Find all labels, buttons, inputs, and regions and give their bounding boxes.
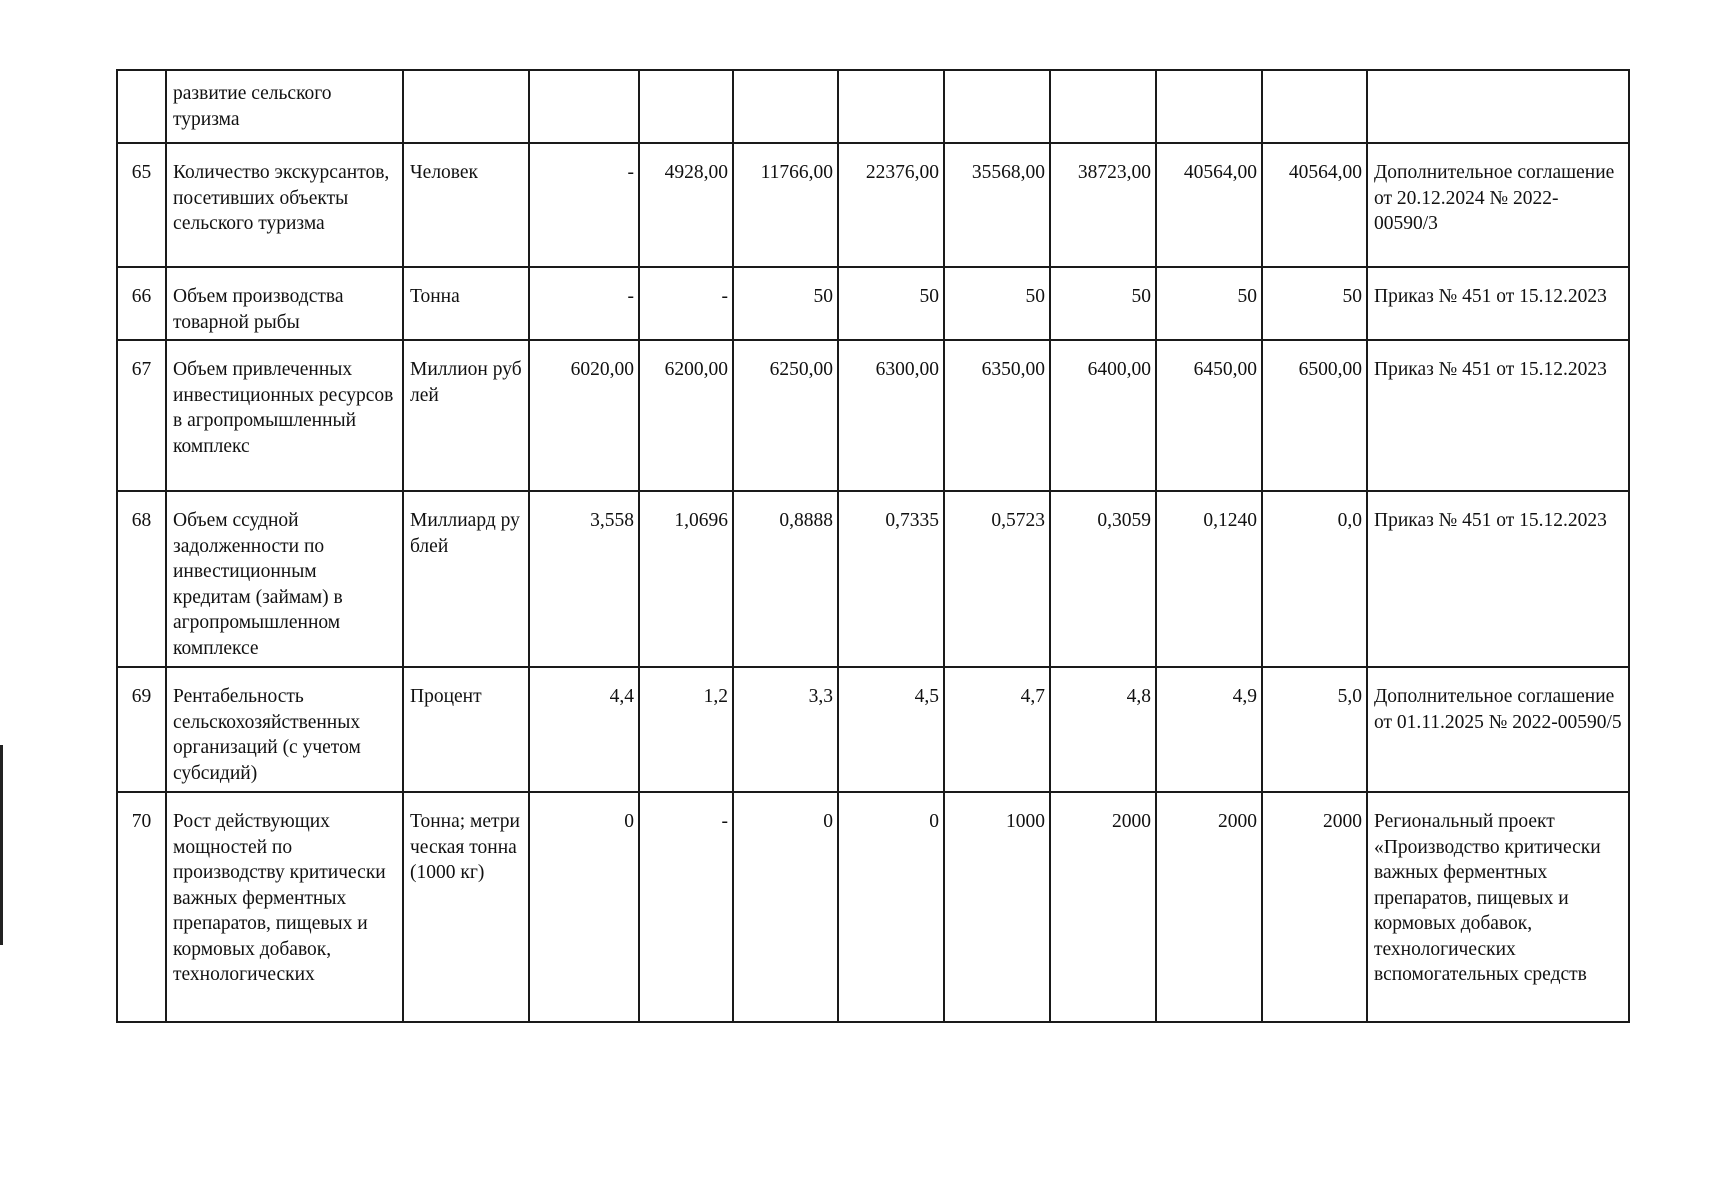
indicator-name: Рентабельность сельскохозяйственных организаций (с учетом субсидий): [166, 667, 403, 792]
value-cell: [838, 70, 944, 143]
value-cell: 6400,00: [1050, 340, 1156, 491]
value-cell: 50: [944, 267, 1050, 340]
value-cell: 1,2: [639, 667, 733, 792]
value-cell: 4,5: [838, 667, 944, 792]
value-cell: 50: [1050, 267, 1156, 340]
value-cell: 4928,00: [639, 143, 733, 267]
source-document: Приказ № 451 от 15.12.2023: [1367, 267, 1629, 340]
value-cell: -: [639, 267, 733, 340]
row-number: 70: [117, 792, 166, 1022]
value-cell: 0,7335: [838, 491, 944, 667]
value-cell: 0,5723: [944, 491, 1050, 667]
row-number: 65: [117, 143, 166, 267]
indicator-name: развитие сельского туризма: [166, 70, 403, 143]
value-cell: 2000: [1156, 792, 1262, 1022]
value-cell: 22376,00: [838, 143, 944, 267]
value-cell: 4,8: [1050, 667, 1156, 792]
value-cell: 0,3059: [1050, 491, 1156, 667]
value-cell: 50: [1262, 267, 1367, 340]
value-cell: 0: [733, 792, 838, 1022]
value-cell: 4,7: [944, 667, 1050, 792]
source-document: Приказ № 451 от 15.12.2023: [1367, 491, 1629, 667]
value-cell: 6500,00: [1262, 340, 1367, 491]
indicator-table: [116, 69, 1630, 1023]
value-cell: 6350,00: [944, 340, 1050, 491]
value-cell: -: [639, 792, 733, 1022]
source-document: Дополнительное соглашение от 20.12.2024 № 2022-00590/3: [1367, 143, 1629, 267]
value-cell: 0,0: [1262, 491, 1367, 667]
table-row: [117, 70, 1629, 143]
value-cell: 1,0696: [639, 491, 733, 667]
value-cell: 0: [838, 792, 944, 1022]
value-cell: 4,9: [1156, 667, 1262, 792]
value-cell: 3,558: [529, 491, 639, 667]
value-cell: 0,8888: [733, 491, 838, 667]
value-cell: 50: [838, 267, 944, 340]
row-number: 68: [117, 491, 166, 667]
unit-of-measure: Миллион рублей: [403, 340, 529, 491]
value-cell: -: [529, 143, 639, 267]
value-cell: 38723,00: [1050, 143, 1156, 267]
value-cell: 11766,00: [733, 143, 838, 267]
source-document: Региональный проект «Производство критически важных ферментных препаратов, пищевых и кормовых добавок, технологических вспомогательных средств: [1367, 792, 1629, 1022]
value-cell: 6250,00: [733, 340, 838, 491]
row-number: 69: [117, 667, 166, 792]
value-cell: 6020,00: [529, 340, 639, 491]
unit-of-measure: Тонна: [403, 267, 529, 340]
value-cell: [639, 70, 733, 143]
value-cell: 40564,00: [1262, 143, 1367, 267]
source-document: Дополнительное соглашение от 01.11.2025 № 2022-00590/5: [1367, 667, 1629, 792]
value-cell: [944, 70, 1050, 143]
row-number: [117, 70, 166, 143]
value-cell: 50: [733, 267, 838, 340]
source-document: [1367, 70, 1629, 143]
unit-of-measure: Миллиард рублей: [403, 491, 529, 667]
scan-edge-mark: [0, 745, 3, 945]
value-cell: 6200,00: [639, 340, 733, 491]
value-cell: 0,1240: [1156, 491, 1262, 667]
value-cell: 4,4: [529, 667, 639, 792]
value-cell: 2000: [1262, 792, 1367, 1022]
unit-of-measure: Тонна; метрическая тонна (1000 кг): [403, 792, 529, 1022]
indicator-name: Объем производства товарной рыбы: [166, 267, 403, 340]
value-cell: 5,0: [1262, 667, 1367, 792]
value-cell: 6300,00: [838, 340, 944, 491]
value-cell: 0: [529, 792, 639, 1022]
unit-of-measure: Человек: [403, 143, 529, 267]
table-row: [117, 267, 1629, 340]
value-cell: 35568,00: [944, 143, 1050, 267]
indicator-name: Объем привлеченных инвестиционных ресурсов в агропромышленный комплекс: [166, 340, 403, 491]
value-cell: 40564,00: [1156, 143, 1262, 267]
source-document: Приказ № 451 от 15.12.2023: [1367, 340, 1629, 491]
value-cell: 6450,00: [1156, 340, 1262, 491]
table-row: [117, 143, 1629, 267]
table-row: [117, 667, 1629, 792]
value-cell: -: [529, 267, 639, 340]
unit-of-measure: Процент: [403, 667, 529, 792]
value-cell: 2000: [1050, 792, 1156, 1022]
indicator-name: Рост действующих мощностей по производству критически важных ферментных препаратов, пищевых и кормовых добавок, технологических: [166, 792, 403, 1022]
unit-of-measure: [403, 70, 529, 143]
value-cell: [1262, 70, 1367, 143]
table-row: [117, 340, 1629, 491]
value-cell: 3,3: [733, 667, 838, 792]
value-cell: 50: [1156, 267, 1262, 340]
value-cell: [529, 70, 639, 143]
row-number: 66: [117, 267, 166, 340]
value-cell: 1000: [944, 792, 1050, 1022]
value-cell: [733, 70, 838, 143]
indicator-name: Объем ссудной задолженности по инвестиционным кредитам (займам) в агропромышленном комплексе: [166, 491, 403, 667]
indicator-name: Количество экскурсантов, посетивших объекты сельского туризма: [166, 143, 403, 267]
table-row: [117, 792, 1629, 1022]
value-cell: [1050, 70, 1156, 143]
table-row: [117, 491, 1629, 667]
value-cell: [1156, 70, 1262, 143]
row-number: 67: [117, 340, 166, 491]
